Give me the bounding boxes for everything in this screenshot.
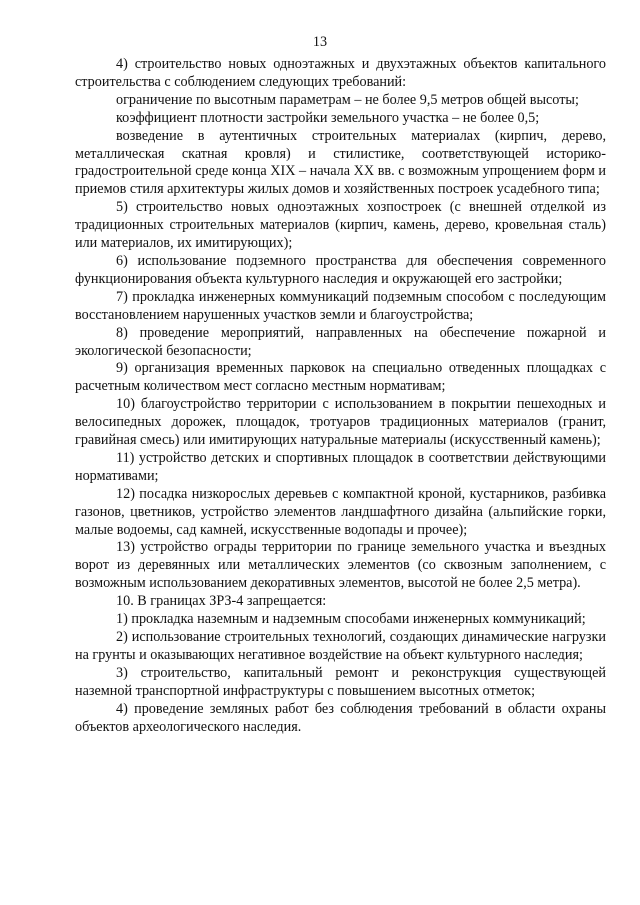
paragraph-prohibited-2: 2) использование строительных технологий, создающих динамические нагрузки на грунты и оказывающих негативное воздействие на объект культурного наследия; (75, 629, 606, 663)
paragraph-density-coefficient: коэффициент плотности застройки земельного участка – не более 0,5; (116, 109, 540, 126)
paragraph-item-10: 10) благоустройство территории с использованием в покрытии пешеходных и велосипедных дорожек, площадок, тротуаров традиционных материалов (гранит, гравийная смесь) или имитирующих натуральные материалы (искусственный камень); (75, 396, 606, 449)
paragraph-prohibited-3: 3) строительство, капитальный ремонт и реконструкция существующей наземной транспортной инфраструктуры с повышением высотных отметок; (75, 664, 606, 699)
document-body (75, 56, 606, 736)
paragraph-prohibited-1: 1) прокладка наземным и надземным способами инженерных коммуникаций; (116, 611, 586, 628)
paragraph-authentic-materials: возведение в аутентичных строительных материалах (кирпич, дерево, металлическая скатная кровля) и стилистике, соответствующей историко-градостроительной среде конца XIX – начала XX вв. с возможным упрощением форм и приемов стиля архитектуры жилых домов и хозяйственных построек усадебного типа; (75, 127, 606, 198)
paragraph-item-6: 6) использование подземного пространства для обеспечения современного функционирования объекта культурного наследия и окружающей его застройки; (75, 252, 606, 287)
page-number: 13 (312, 34, 328, 50)
section-heading-zrz4-prohibited: 10. В границах ЗРЗ-4 запрещается: (116, 593, 327, 610)
paragraph-item-11: 11) устройство детских и спортивных площадок в соответствии действующими нормативами; (75, 449, 606, 484)
paragraph-item-5: 5) строительство новых одноэтажных хозпостроек (с внешней отделкой из традиционных строительных материалов (кирпич, камень, дерево, кровельная сталь) или материалов, их имитирующих); (75, 199, 606, 252)
paragraph-item-8: 8) проведение мероприятий, направленных на обеспечение пожарной и экологической безопасности; (75, 324, 606, 359)
paragraph-item-13: 13) устройство ограды территории по границе земельного участка и въездных ворот из деревянных или металлических элементов (со сквозным заполнением, с возможным использованием декоративных элементов, высотой не более 2,5 метра). (75, 539, 606, 592)
paragraph-height-limit: ограничение по высотным параметрам – не более 9,5 метров общей высоты; (116, 91, 579, 108)
paragraph-prohibited-4: 4) проведение земляных работ без соблюдения требований в области охраны объектов археологического наследия. (75, 700, 606, 735)
paragraph-item-9: 9) организация временных парковок на специально отведенных площадках с расчетным количеством мест согласно местным нормативам; (75, 360, 606, 395)
paragraph-item-4: 4) строительство новых одноэтажных и двухэтажных объектов капитального строительства с соблюдением следующих требований: (75, 56, 606, 90)
paragraph-item-12: 12) посадка низкорослых деревьев с компактной кроной, кустарников, разбивка газонов, цветников, устройство элементов ландшафтного дизайна (альпийские горки, малые водоемы, сад камней, искусственные водопады и прочее); (75, 485, 606, 538)
paragraph-item-7: 7) прокладка инженерных коммуникаций подземным способом с последующим восстановлением нарушенных участков земли и благоустройства; (75, 288, 606, 323)
